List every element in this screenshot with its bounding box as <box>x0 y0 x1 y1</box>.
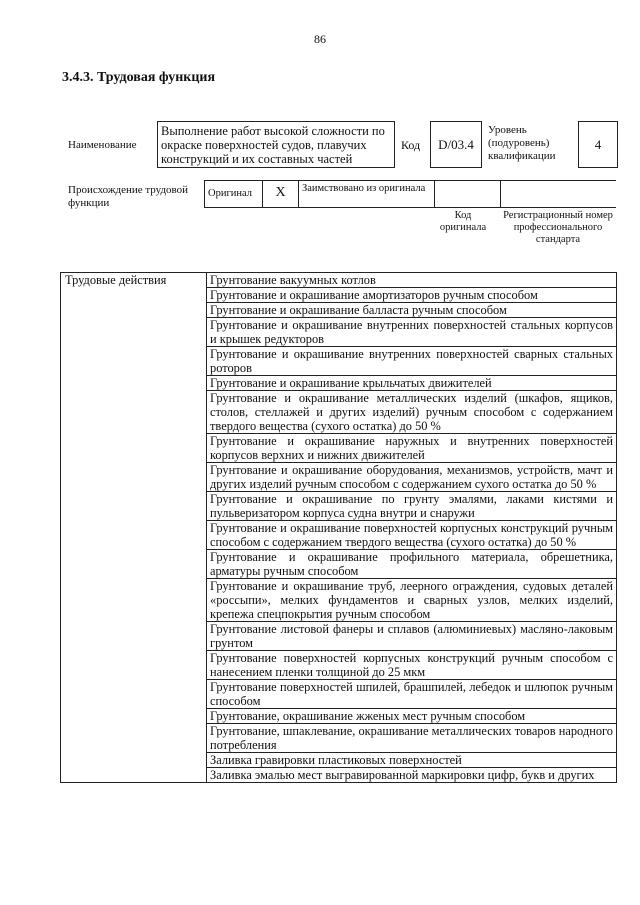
labor-action-item: Грунтование и окрашивание металлических изделий (шкафов, ящиков, столов, стеллажей и других изделий) ручным способом с содержанием твердого вещества (сухого остатка) до 50 % <box>207 391 617 434</box>
labor-action-item: Грунтование и окрашивание балласта ручным способом <box>207 303 617 318</box>
labor-actions-table <box>60 272 617 783</box>
page-number: 86 <box>314 32 326 46</box>
labor-action-item: Грунтование и окрашивание оборудования, механизмов, устройств, мачт и других изделий ручным способом с содержанием сухого остатка до 50 % <box>207 463 617 492</box>
borrowed-label: Заимствовано из оригинала <box>299 181 435 207</box>
level-value: 4 <box>578 121 618 168</box>
labor-action-item: Грунтование и окрашивание наружных и внутренних поверхностей корпусов верхних и нижних движителей <box>207 434 617 463</box>
labor-action-item: Грунтование поверхностей корпусных конструкций ручным способом с нанесением пленки толщиной до 25 мкм <box>207 651 617 680</box>
labor-action-item: Грунтование и окрашивание труб, леерного ограждения, судовых деталей «россыпи», мелких фундаментов и сварных узлов, мелких изделий, крепежа спецпокрытия ручным способом <box>207 579 617 622</box>
origin-row <box>204 180 616 208</box>
labor-action-item: Заливка гравировки пластиковых поверхностей <box>207 753 617 768</box>
original-code-cell <box>435 181 501 207</box>
section-heading: 3.4.3. Трудовая функция <box>62 70 216 85</box>
labor-action-item: Грунтование и окрашивание поверхностей корпусных конструкций ручным способом с содержанием твердого вещества (сухого остатка) до 50 % <box>207 521 617 550</box>
labor-actions-label: Трудовые действия <box>61 273 207 783</box>
labor-action-item: Грунтование и окрашивание внутренних поверхностей сварных стальных роторов <box>207 347 617 376</box>
original-mark: X <box>263 181 299 207</box>
code-value: D/03.4 <box>430 121 482 168</box>
name-label: Наименование <box>68 139 137 151</box>
labor-action-item: Грунтование вакуумных котлов <box>207 273 617 288</box>
function-name-value: Выполнение работ высокой сложности по окраске поверхностей судов, плавучих конструкций и их составных частей <box>157 121 395 168</box>
labor-action-item: Грунтование, шпаклевание, окрашивание металлических товаров народного потребления <box>207 724 617 753</box>
origin-label-text: Происхождение трудовой функции <box>68 184 189 209</box>
level-label-text: Уровень (подуровень) квалификации <box>488 124 556 162</box>
labor-action-item: Грунтование и окрашивание по грунту эмалями, лаками кистями и пульверизатором корпуса судна внутри и снаружи <box>207 492 617 521</box>
labor-action-item: Заливка эмалью мест выгравированной маркировки цифр, букв и других <box>207 768 617 783</box>
labor-action-item: Грунтование и окрашивание крыльчатых движителей <box>207 376 617 391</box>
labor-action-item: Грунтование и окрашивание профильного материала, обрешетника, арматуры ручным способом <box>207 550 617 579</box>
labor-action-item: Грунтование поверхностей шпилей, брашпилей, лебедок и шлюпок ручным способом <box>207 680 617 709</box>
labor-action-item: Грунтование, окрашивание жженых мест ручным способом <box>207 709 617 724</box>
labor-action-item: Грунтование листовой фанеры и сплавов (алюминиевых) масляно-лаковым грунтом <box>207 622 617 651</box>
reg-number-cell <box>501 181 617 207</box>
origin-label <box>68 184 196 210</box>
table-row <box>61 273 617 288</box>
labor-action-item: Грунтование и окрашивание амортизаторов ручным способом <box>207 288 617 303</box>
reg-number-caption: Регистрационный номер профессионального стандарта <box>503 210 613 245</box>
labor-action-item: Грунтование и окрашивание внутренних поверхностей стальных корпусов и крышек редукторов <box>207 318 617 347</box>
original-label: Оригинал <box>205 181 263 207</box>
level-label <box>488 124 570 163</box>
original-code-caption: Код оригинала <box>439 210 487 233</box>
code-label: Код <box>401 138 421 152</box>
